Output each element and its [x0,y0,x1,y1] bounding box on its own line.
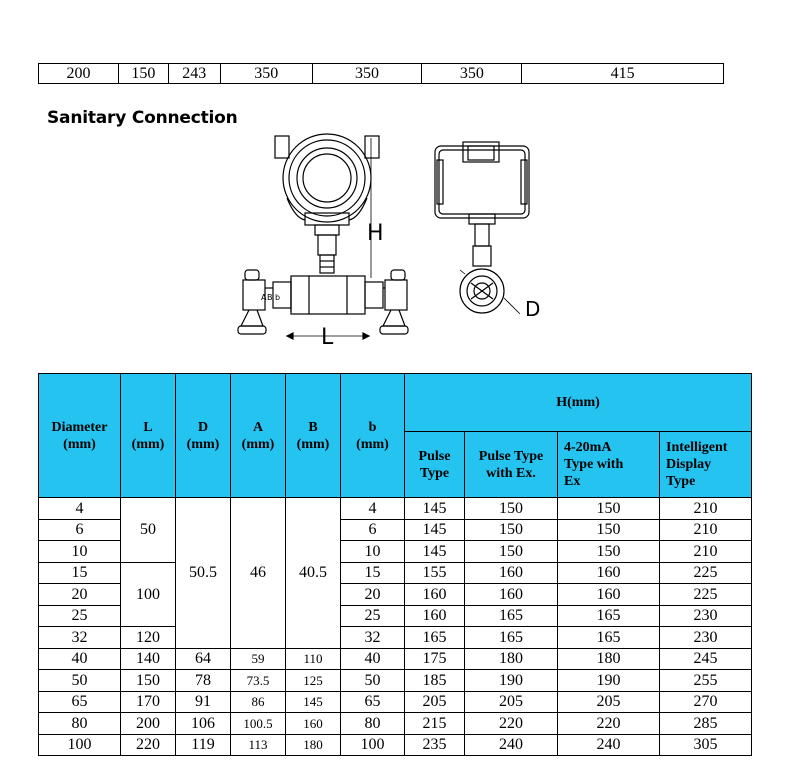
dimension-label-a: A [261,293,267,302]
cell-pulse: 175 [405,648,465,670]
header-intelligent: Intelligent Display Type [660,432,752,498]
cell-a-merged: 46 [231,498,286,649]
header-d: D (mm) [176,374,231,498]
cell-b-upper: 145 [286,691,341,713]
cell-pulse: 165 [405,627,465,649]
cell-d: 64 [176,648,231,670]
header-l: L (mm) [121,374,176,498]
cell-intelligent: 210 [660,519,752,541]
dimension-label-h: H [367,221,384,246]
cell-diameter: 100 [39,734,121,756]
cell-diameter: 6 [39,519,121,541]
dimension-label-d: D [525,297,541,321]
cell-intelligent: 270 [660,691,752,713]
cell-pulse: 185 [405,670,465,692]
cell-b: 25 [341,605,405,627]
cell-d: 91 [176,691,231,713]
cell-intelligent: 305 [660,734,752,756]
cell-intelligent: 210 [660,498,752,520]
cell-diameter: 40 [39,648,121,670]
cell-4-20ma: 180 [558,648,660,670]
cell-intelligent: 230 [660,605,752,627]
cell-b: 6 [341,519,405,541]
cell-pulse-ex: 165 [465,627,558,649]
cell-d-merged: 50.5 [176,498,231,649]
cell-b: 40 [341,648,405,670]
cell-pulse-ex: 160 [465,562,558,584]
side-view-housing [435,142,529,314]
cell-b: 10 [341,541,405,563]
cell-4-20ma: 160 [558,584,660,606]
front-view-housing [275,134,379,273]
header-pulse: Pulse Type [405,432,465,498]
header-h-group: H(mm) [405,374,752,432]
cell-pulse-ex: 220 [465,713,558,735]
cell-pulse-ex: 150 [465,498,558,520]
cell-4-20ma: 205 [558,691,660,713]
cell-l: 220 [121,734,176,756]
cell-d: 106 [176,713,231,735]
cell-4-20ma: 190 [558,670,660,692]
cell-pulse-ex: 190 [465,670,558,692]
cell-b: 4 [341,498,405,520]
cell-pulse-ex: 150 [465,519,558,541]
cell-4-20ma: 150 [558,519,660,541]
cell-l: 200 [121,713,176,735]
cell-d: 78 [176,670,231,692]
cell-a: 100.5 [231,713,286,735]
cell-b-upper: 160 [286,713,341,735]
cell-diameter: 32 [39,627,121,649]
cell-b: 32 [341,627,405,649]
cell-b-upper: 180 [286,734,341,756]
cell-diameter: 15 [39,562,121,584]
dimension-label-b-small: b [275,293,281,302]
cell-diameter: 80 [39,713,121,735]
header-diameter: Diameter (mm) [39,374,121,498]
cell-pulse: 155 [405,562,465,584]
cell-a: 59 [231,648,286,670]
cell-intelligent: 285 [660,713,752,735]
cell-l: 170 [121,691,176,713]
dimension-label-b: B [267,293,273,302]
top-dimension-row [38,63,724,84]
cell-pulse-ex: 240 [465,734,558,756]
cell-pulse: 215 [405,713,465,735]
header-b-lower: b (mm) [341,374,405,498]
cell-b-upper: 125 [286,670,341,692]
cell-l: 140 [121,648,176,670]
header-b-upper: B (mm) [286,374,341,498]
cell-b: 80 [341,713,405,735]
flowmeter-drawing [225,128,555,356]
cell-intelligent: 230 [660,627,752,649]
cell-intelligent: 245 [660,648,752,670]
cell-pulse: 160 [405,584,465,606]
cell-l-merged: 50 [121,498,176,563]
top-cell: 350 [220,64,312,84]
header-pulse-ex: Pulse Type with Ex. [465,432,558,498]
cell-intelligent: 255 [660,670,752,692]
cell-intelligent: 225 [660,562,752,584]
cell-d: 119 [176,734,231,756]
right-clamp [380,270,408,334]
top-cell: 350 [312,64,422,84]
dimension-label-l: L [321,325,334,350]
cell-4-20ma: 150 [558,498,660,520]
cell-4-20ma: 220 [558,713,660,735]
cell-intelligent: 210 [660,541,752,563]
dimension-table [38,373,752,756]
cell-pulse: 145 [405,498,465,520]
top-cell: 200 [39,64,119,84]
cell-l: 120 [121,627,176,649]
header-4-20ma: 4-20mA Type with Ex [558,432,660,498]
cell-4-20ma: 240 [558,734,660,756]
cell-intelligent: 225 [660,584,752,606]
cell-a: 113 [231,734,286,756]
section-title: Sanitary Connection [47,108,238,128]
cell-pulse: 205 [405,691,465,713]
top-cell: 350 [422,64,522,84]
top-cell: 150 [118,64,168,84]
cell-b: 20 [341,584,405,606]
cell-a: 73.5 [231,670,286,692]
header-a: A (mm) [231,374,286,498]
cell-4-20ma: 150 [558,541,660,563]
cell-pulse: 145 [405,541,465,563]
cell-pulse: 145 [405,519,465,541]
top-cell: 243 [168,64,220,84]
cell-pulse-ex: 160 [465,584,558,606]
cell-l-merged: 100 [121,562,176,627]
cell-diameter: 10 [39,541,121,563]
cell-b: 50 [341,670,405,692]
cell-4-20ma: 165 [558,605,660,627]
cell-pulse: 235 [405,734,465,756]
cell-4-20ma: 160 [558,562,660,584]
left-clamp [238,270,273,334]
cell-pulse: 160 [405,605,465,627]
cell-b-upper-merged: 40.5 [286,498,341,649]
cell-b: 15 [341,562,405,584]
cell-a: 86 [231,691,286,713]
cell-diameter: 4 [39,498,121,520]
cell-b-upper: 110 [286,648,341,670]
cell-pulse-ex: 205 [465,691,558,713]
cell-b: 65 [341,691,405,713]
cell-l: 150 [121,670,176,692]
cell-diameter: 20 [39,584,121,606]
cell-diameter: 65 [39,691,121,713]
pipe-body [273,276,383,314]
cell-4-20ma: 165 [558,627,660,649]
cell-pulse-ex: 180 [465,648,558,670]
cell-pulse-ex: 150 [465,541,558,563]
top-cell: 415 [522,64,724,84]
cell-diameter: 50 [39,670,121,692]
cell-diameter: 25 [39,605,121,627]
cell-pulse-ex: 165 [465,605,558,627]
cell-b: 100 [341,734,405,756]
